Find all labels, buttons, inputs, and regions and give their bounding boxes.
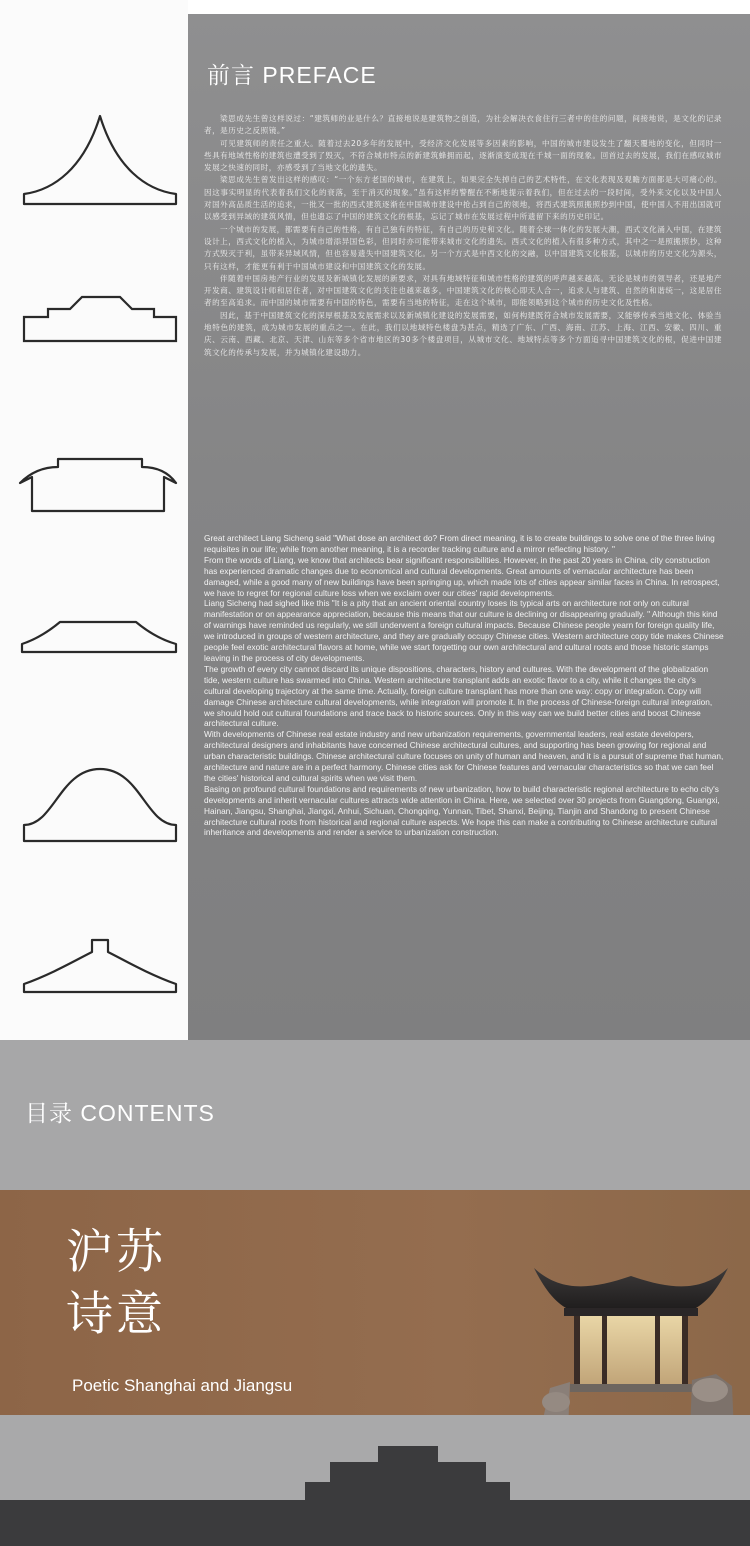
cn-paragraph: 因此，基于中国建筑文化的深厚根基及发展需求以及新城镇化建设的发展需要，如何构建既符合城市发展需要，又能够传承当地文化、体验当地特色的建筑，成为城市发展的重点之一。在此，我们以地域特色楼盘为甚点，精选了广东、广西、海南、江苏、上海、江西、安徽、四川、重庆、云南、西藏、北京、天津、山东等多个省市地区的30多个楼盘项目，从城市文化、地域特点等多个方面追寻中国建筑文化的根，促进中国建筑文化的传承与发展，并为城镇化建设助力。 [204,310,722,357]
preface-chinese-text [204,113,722,359]
en-paragraph: Great architect Liang Sicheng said "What dose an architect do? From direct meaning, it is to create buildings to solve one of the three living requisites in our life; while from another meaning, it is a recorder tracking culture and a mirror reflecting history. " [204,533,715,554]
pagoda-roof-icon [18,112,178,212]
en-paragraph: From the words of Liang, we know that architects bear significant responsibilities. However, in the past 20 years in China, city construction has experienced dramatic changes due to economical and cultural developments. Great amounts of vernacular architecture has been damaged, while a good many of new buildings have been springing up, which made lots of cities appear similar faces in China. In retrospect, we have to regret for regional culture loss when we exclaim over our cities' rapid developments. [204,554,720,598]
cn-paragraph: 伴随着中国房地产行业的发展及新城镇化发展的新要求，对具有地域特征和城市性格的建筑的呼声越来越高。无论是城市的领导者，还是地产开发商、建筑设计师和居住者，对中国建筑文化的关注也越来越多，中国建筑文化的核心即天人合一，追求人与建筑、自然的和谐统一，这是居住者的至高追求。而中国的城市需要有中国的特色，需要有当地的特征，走在这个城市，即能领略到这个城市的历史文化及性格。 [204,273,722,308]
contents-title: 目录 CONTENTS [25,1100,215,1126]
en-paragraph: Liang Sicheng had sighed like this "It is a pity that an ancient oriental country loses its typical arts on architecture not only on cultural manifestation or on appearance appreciation, because this means that our culture is declining or disappearing gradually. " Although this kind of warnings have reminded us regularly, we still underwent a foreign cultural impacts. Because Chinese people yearn for foreign quality life, we introduced in groups of western architecture, and they are gradually occupy Chinese cities. Western architecture copy tide makes Chinese people feel exotic architectural flavors at home, while we start forgetting our own architectural and cultural roots and those historic stamps leaving in the process of city developments. [204,598,724,663]
section-title-line: 诗意 [66,1287,166,1342]
en-paragraph: With developments of Chinese real estate industry and new urbanization requirements, governmental leaders, real estate developers, architectural designers and inhabitants have concerned Chinese architectural cultures, and supporting has been growing for regional and urban characteristic buildings. Chinese architectural culture focuses on unity of human and heaven, and it is a pursuit of supreme that human, architecture and nature are in a perfect harmony. Chinese cities ask for Chinese features and vernacular characteristics so that we can feel the cities' historical and cultural spirits when we visit them. [204,729,724,783]
building-silhouette-icon [0,1440,750,1546]
cn-paragraph: 可见建筑师的责任之重大。随着过去20多年的发展中，受经济文化发展等多因素的影响，中国的城市建设发生了翻天覆地的变化，但同时一些具有地域性格的建筑也遭受到了毁灭，不符合城市特点的新建筑蜂拥而起，逐渐演变成现在千城一面的现象。回首过去的发展，我们在感叹城市发展之快速的同时，亦感受到了当地文化的遗失。 [204,138,722,173]
cn-paragraph: 一个城市的发展，都需要有自己的性格，有自己独有的特征，有自己的历史和文化。随着全球一体化的发展大潮，西式文化涌入中国，在建筑设计上，西式文化的植入，为城市增添异国色彩，但同时亦可能带来城市文化的遗失。西式文化的植入有很多种方式，其中之一是照搬照抄，这种方式毁灭于利，虽带来异域风情，但也容易遗失中国建筑文化。另一个方式是中西文化的交融，以中国建筑文化根基，以城市的历史文化为源头，只有这样，才能更有利于中国城市建设和中国建筑文化的发展。 [204,224,722,271]
cn-paragraph: 梁思成先生曾发出这样的感叹：“一个东方老国的城市，在建筑上，如果完全失掉自己的艺术特性，在文化表现及观瞻方面都是大可痛心的。因这事实明显的代表着我们文化的衰落，至于消灭的现象。”虽有这样的警醒在不断地提示着我们，但在过去的一段时间，受外来文化以及中国人对国外高品质生活的追求，一批又一批的西式建筑逐渐在中国城市建设中抢占到自己的领地，将西式建筑照搬照抄到中国，使中国人不用出国就可以感受到异域的建筑风情，但也遗忘了中国的建筑文化的根基，忘记了城市在发展过程中所遗留下来的历史印记。 [204,175,722,222]
section-title-line: 沪苏 [66,1225,166,1280]
stepped-roof-icon [18,295,178,345]
hip-roof-icon [18,455,178,515]
flat-roof-icon [18,618,178,658]
gable-roof-icon [18,936,178,996]
arched-gable-icon [18,765,178,845]
section-title-chinese [66,1222,166,1346]
section-title-english: Poetic Shanghai and Jiangsu [72,1376,293,1395]
preface-title: 前言 PREFACE [207,62,377,88]
pavilion-image [520,1262,742,1432]
preface-english-text [204,533,724,838]
en-paragraph: Basing on profound cultural foundations and requirements of new urbanization, how to build characteristic regional architecture to echo city's developments and inherit vernacular cultures attracts wide attention in China. Here, we selected over 30 projects from Guangdong, Guangxi, Hainan, Jiangsu, Shanghai, Jiangxi, Anhui, Sichuan, Chongqing, Yunnan, Tibet, Shanxi, Beijing, Tianjin and Shandong to present Chinese architecture cultural roots from historical and regional culture aspects. We hope this can make a contributing to Chinese architecture cultural inheritance and developments and render a service to urbanization construction. [204,783,720,838]
cn-paragraph: 梁思成先生曾这样说过：“建筑师的业是什么？直接地说是建筑物之创造，为社会解决衣食住行三者中的住的问题，间接地说，是文化的记录者，是历史之反照镜。” [204,114,722,136]
en-paragraph: The growth of every city cannot discard its unique dispositions, characters, history and cultures. With the development of the globalization tide, western culture has swarmed into China. Western architecture transplant adds an exotic flavor to a city, while it changes the city's cultural developing trajectory at the same time. Actually, foreign culture transplant has more than one way: copy or integration. Copy will damage Chinese architecture cultural developments, while integration will promote it. In the process of Chinese-foreign cultural integration, we should hold out cultural foundations and trace back to historic sources. Only in this way can we build better cities and boost Chinese architectural culture. [204,663,713,729]
